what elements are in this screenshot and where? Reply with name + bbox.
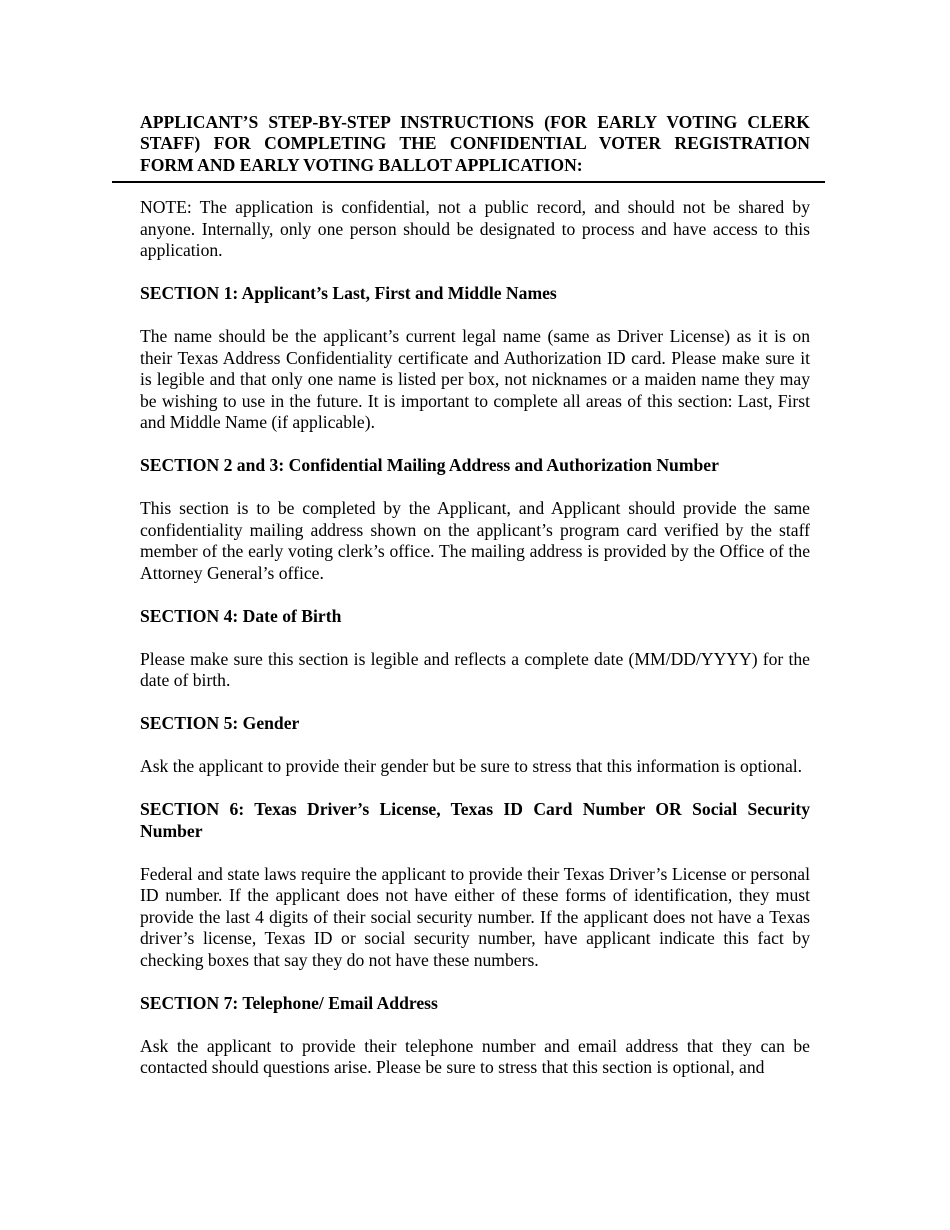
section-4-heading: SECTION 4: Date of Birth: [140, 605, 342, 626]
section-1-heading: SECTION 1: Applicant’s Last, First and Middle Names: [140, 283, 557, 303]
document-title: APPLICANT’S STEP-BY-STEP INSTRUCTIONS (FOR EARLY VOTING CLERK STAFF) FOR COMPLETING THE CONFIDENTIAL VOTER REGISTRATION FORM AND EARLY VOTING BALLOT APPLICATION:: [140, 112, 810, 175]
section-2-3-body: This section is to be completed by the Applicant, and Applicant should provide the same confidentiality mailing address shown on the applicant’s program card verified by the staff member of the early voting clerk’s office. The mailing address is provided by the Office of the Attorney General’s office.: [140, 498, 810, 583]
section-6-body: Federal and state laws require the applicant to provide their Texas Driver’s License or personal ID number. If the applicant does not have either of these forms of identification, they must provide the last 4 digits of their social security number. If the applicant does not have a Texas driver’s license, Texas ID or social security number, have applicant indicate this fact by checking boxes that say they do not have these numbers.: [140, 863, 810, 970]
document-body: [140, 197, 810, 1079]
section-5-body: Ask the applicant to provide their gender but be sure to stress that this information is optional.: [140, 756, 803, 776]
note-paragraph: NOTE: The application is confidential, not a public record, and should not be shared by anyone. Internally, only one person should be designated to process and have access to this application.: [140, 197, 810, 260]
section-4-body: Please make sure this section is legible and reflects a complete date (MM/DD/YYYY) for the date of birth.: [140, 648, 810, 690]
section-7-body: Ask the applicant to provide their telephone number and email address that they can be contacted should questions arise. Please be sure to stress that this section is optional, and: [140, 1035, 810, 1077]
title-divider: [112, 181, 825, 183]
section-1-body: The name should be the applicant’s current legal name (same as Driver License) as it is on their Texas Address Confidentiality certificate and Authorization ID card. Please make sure it is legible and that only one name is listed per box, not nicknames or a maiden name they may be wishing to use in the future. It is important to complete all areas of this section: Last, First and Middle Name (if applicable).: [140, 326, 810, 432]
section-6-heading: SECTION 6: Texas Driver’s License, Texas ID Card Number OR Social Security Number: [140, 799, 810, 841]
section-2-3-heading: SECTION 2 and 3: Confidential Mailing Address and Authorization Number: [140, 455, 719, 475]
section-5-heading: SECTION 5: Gender: [140, 713, 300, 733]
section-7-heading: SECTION 7: Telephone/ Email Address: [140, 992, 438, 1013]
